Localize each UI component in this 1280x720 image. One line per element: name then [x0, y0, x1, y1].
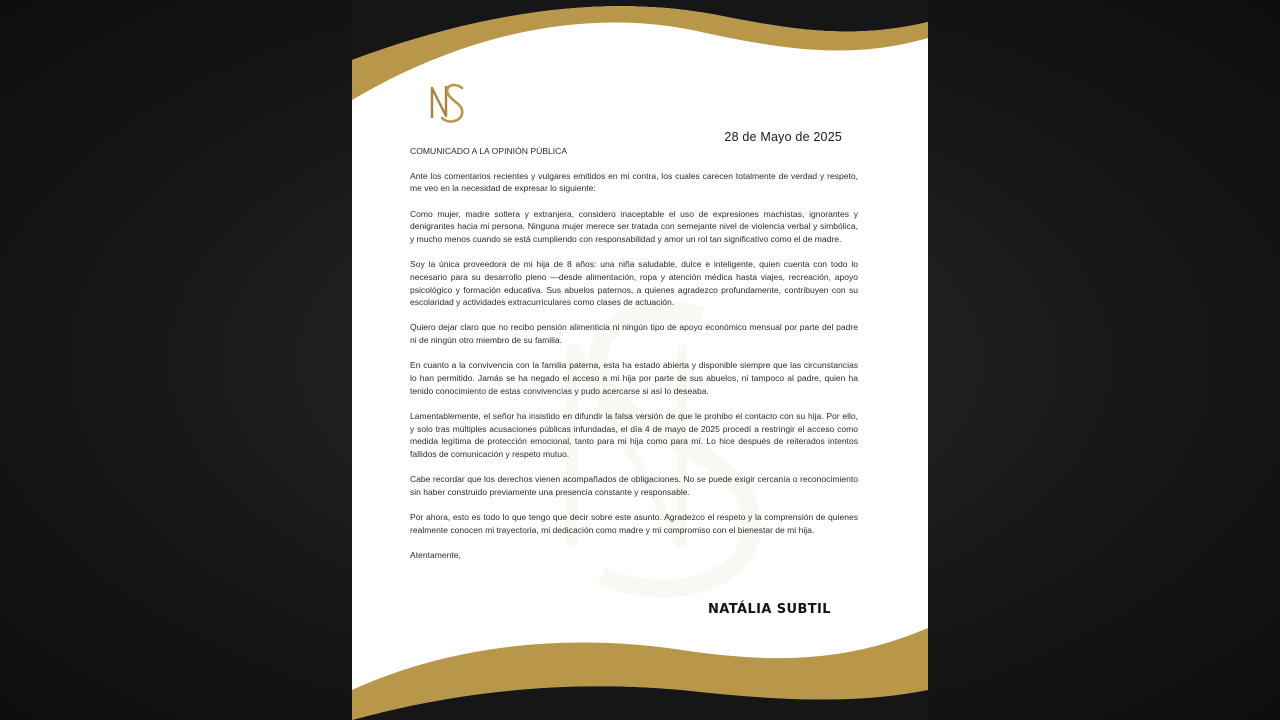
letter-date: 28 de Mayo de 2025 [724, 130, 842, 144]
paragraph: Ante los comentarios recientes y vulgares emitidos en mi contra, los cuales carecen totalmente de verdad y respeto, me veo en la necesidad de expresar lo siguiente: [410, 170, 858, 194]
ns-monogram-logo [428, 78, 468, 126]
paragraph: Como mujer, madre soltera y extranjera, considero inaceptable el uso de expresiones machistas, ignorantes y denigrantes hacia mi persona. Ninguna mujer merece ser tratada con semejante nivel de violencia verbal y simbólica, y mucho menos cuando se está cumpliendo con responsabilidad y amor un rol tan significativo como el de madre. [410, 208, 858, 244]
letter-body [410, 145, 858, 575]
letter-heading: COMUNICADO A LA OPINIÓN PÚBLICA [410, 146, 568, 156]
signature-name: NATÁLIA SUBTIL [708, 602, 831, 617]
paragraph: Cabe recordar que los derechos vienen acompañados de obligaciones. No se puede exigir cercanía o reconocimiento sin haber construido previamente una presencia constante y responsable. [410, 474, 858, 497]
letter-closing: Atentamente, [410, 550, 461, 561]
paragraph: Lamentablemente, el señor ha insistido en difundir la falsa versión de que le prohibo el contacto con su hija. Por ello, y solo tras múltiples acusaciones públicas infundadas, el día 4 de mayo de 2025 procedí a restringir el acceso como medida legítima de protección emocional, tanto para mi hija como para mí. Lo hice después de reiterados intentos fallidos de comunicación y respeto mutuo. [410, 411, 858, 460]
paragraph: En cuanto a la convivencia con la familia paterna, esta ha estado abierta y disponible siempre que las circunstancias lo han permitido. Jamás se ha negado el acceso a mi hija por parte de sus abuelos, ni tampoco al padre, quien ha tenido conocimiento de estas convivencias y pudo acercarse si así lo deseaba. [410, 360, 858, 396]
paragraph: Quiero dejar claro que no recibo pensión alimenticia ni ningún tipo de apoyo económico mensual por parte del padre ni de ningún otro miembro de su familia. [410, 322, 858, 346]
letter-page [352, 0, 928, 720]
paragraph: Por ahora, esto es todo lo que tengo que decir sobre este asunto. Agradezco el respeto y la comprensión de quienes realmente conocen mi trayectoria, mi dedicación como madre y mi compromiso con el bienestar de mi hija. [410, 512, 858, 535]
paragraph: Soy la única proveedora de mi hija de 8 años: una niña saludable, dulce e inteligente, quien cuenta con todo lo necesario para su desarrollo pleno —desde alimentación, ropa y atención médica hasta viajes, recreación, apoyo psicológico y formación educativa. Sus abuelos paternos, a quienes agradezco profundamente, contribuyen con su escolaridad y actividades extracurriculares como clases de actuación. [410, 259, 858, 308]
